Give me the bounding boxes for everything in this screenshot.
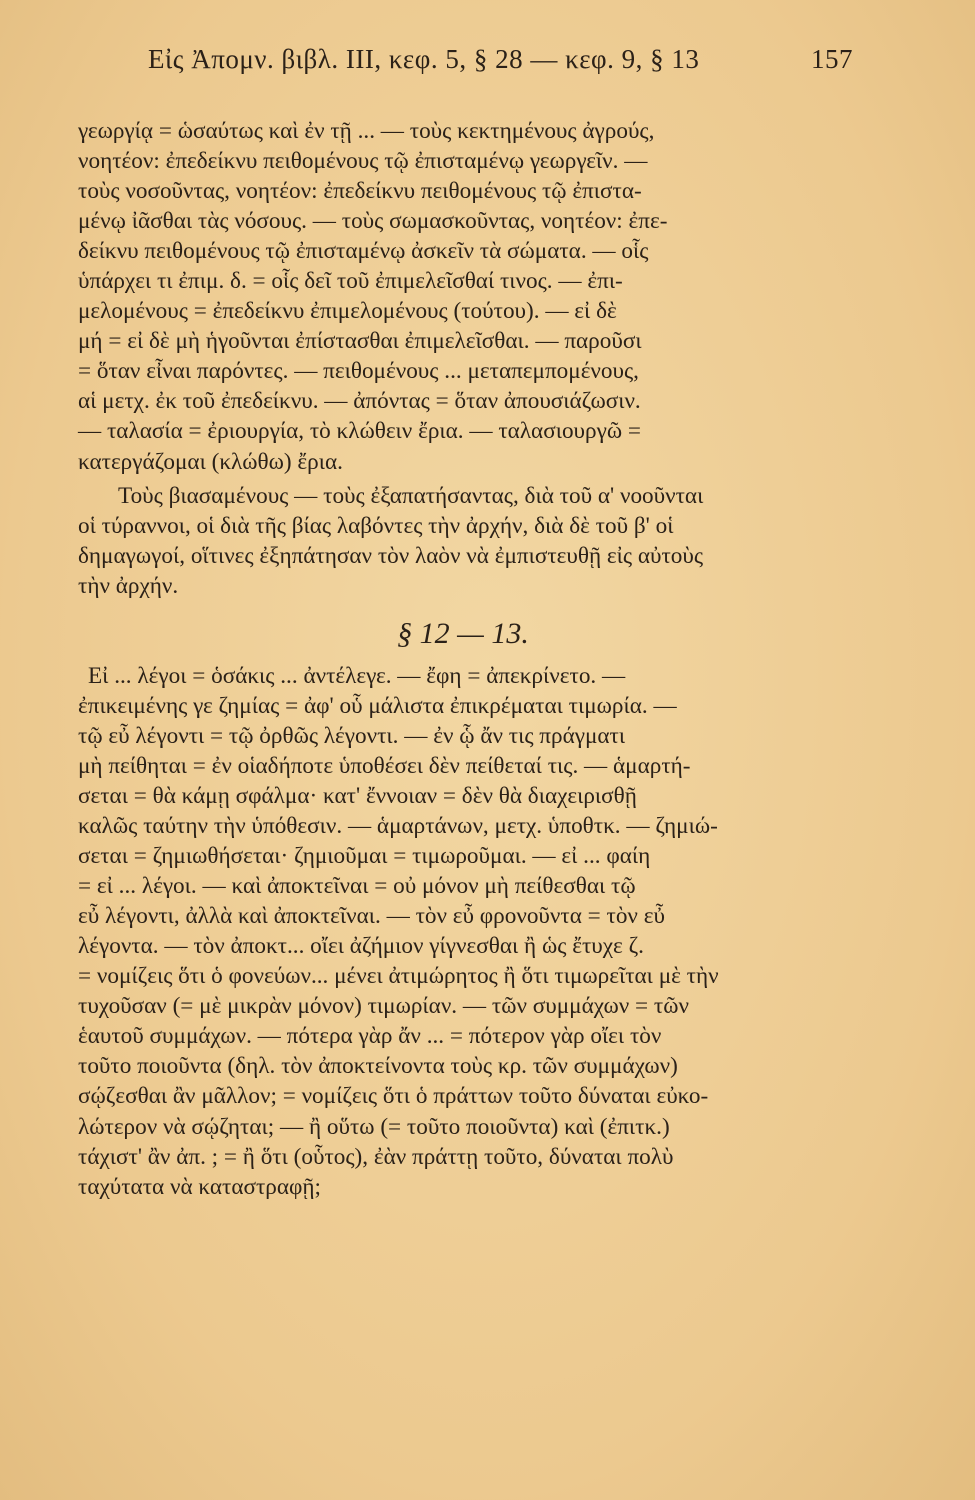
text-line: κατεργάζομαι (κλώθω) ἔρια.: [78, 448, 343, 475]
text-line: τοῦτο ποιοῦντα (δηλ. τὸν ἀποκτείνοντα τοὺς κρ. τῶν συμμάχων): [78, 1053, 678, 1080]
section-heading: § 12 — 13.: [397, 616, 529, 650]
text-line: ταχύτατα νὰ καταστραφῇ;: [78, 1173, 321, 1200]
commentary-paragraph: [78, 116, 848, 477]
text-line: δείκνυ πειθομένους τῷ ἐπισταμένῳ ἀσκεῖν τὰ σώματα. — οἷς: [78, 238, 649, 265]
text-line: μένῳ ἰᾶσθαι τὰς νόσους. — τοὺς σωμασκοῦντας, νοητέον: ἐπε-: [78, 208, 668, 235]
text-line: τοὺς νοσοῦντας, νοητέον: ἐπεδείκνυ πειθομένους τῷ ἐπιστα-: [78, 178, 642, 205]
text-line: ὑπάρχει τι ἐπιμ. δ. = οἷς δεῖ τοῦ ἐπιμελεῖσθαί τινος. — ἐπι-: [78, 268, 623, 295]
text-line: τυχοῦσαν (= μὲ μικρὰν μόνον) τιμωρίαν. — τῶν συμμάχων = τῶν: [78, 993, 689, 1020]
text-line: νοητέον: ἐπεδείκνυ πειθομένους τῷ ἐπισταμένῳ γεωργεῖν. —: [78, 148, 648, 175]
text-line: = εἰ ... λέγοι. — καὶ ἀποκτεῖναι = οὐ μόνον μὴ πείθεσθαι τῷ: [78, 873, 636, 900]
text-line: δημαγωγοί, οἵτινες ἐξηπάτησαν τὸν λαὸν νὰ ἐμπιστευθῇ εἰς αὐτοὺς: [78, 542, 704, 569]
text-line: οἱ τύραννοι, οἱ διὰ τῆς βίας λαβόντες τὴν ἀρχήν, διὰ δὲ τοῦ β' οἱ: [78, 512, 674, 539]
section-paragraph: [78, 661, 848, 1202]
text-line: καλῶς ταύτην τὴν ὑπόθεσιν. — ἁμαρτάνων, μετχ. ὑποθτκ. — ζημιώ-: [78, 813, 718, 840]
text-line: Εἰ ... λέγοι = ὁσάκις ... ἀντέλεγε. — ἔφη = ἀπεκρίνετο. —: [88, 662, 626, 689]
text-line: σεται = ζημιωθήσεται· ζημιοῦμαι = τιμωροῦμαι. — εἰ ... φαίη: [78, 843, 651, 870]
text-line: γεωργίᾳ = ὡσαύτως καὶ ἐν τῇ ... — τοὺς κεκτημένους ἀγρούς,: [78, 118, 655, 144]
text-line: = ὅταν εἶναι παρόντες. — πειθομένους ... μεταπεμπομένους,: [78, 358, 639, 385]
page-number: 157: [811, 44, 853, 74]
header-title: Εἰς Ἀπομν. βιβλ. III, κεφ. 5, § 28 — κεφ. 9, § 13: [148, 44, 700, 74]
text-line: ἐπικειμένης γε ζημίας = ἀφ' οὗ μάλιστα ἐπικρέμαται τιμωρία. —: [78, 692, 677, 719]
text-line: — ταλασία = ἐριουργία, τὸ κλώθειν ἔρια. — ταλασιουργῶ =: [78, 418, 641, 445]
text-line: σῴζεσθαι ἂν μᾶλλον; = νομίζεις ὅτι ὁ πράττων τοῦτο δύναται εὐκο-: [78, 1083, 709, 1110]
text-line: μή = εἰ δὲ μὴ ἡγοῦνται ἐπίστασθαι ἐπιμελεῖσθαι. — παροῦσι: [78, 328, 642, 355]
page-content: [78, 116, 848, 1202]
text-line: λέγοντα. — τὸν ἀποκτ... οἴει ἀζήμιον γίγνεσθαι ἢ ὡς ἔτυχε ζ.: [78, 933, 644, 960]
text-line: Τοὺς βιασαμένους — τοὺς ἐξαπατήσαντας, διὰ τοῦ α' νοοῦνται: [118, 482, 704, 509]
text-line: = νομίζεις ὅτι ὁ φονεύων... μένει ἀτιμώρητος ἢ ὅτι τιμωρεῖται μὲ τὴν: [78, 963, 719, 990]
text-line: αἱ μετχ. ἐκ τοῦ ἐπεδείκνυ. — ἀπόντας = ὅταν ἀπουσιάζωσιν.: [78, 388, 641, 415]
text-line: μὴ πείθηται = ἐν οἱαδήποτε ὑποθέσει δὲν πείθεταί τις. — ἁμαρτή-: [78, 752, 691, 779]
text-line: εὖ λέγοντι, ἀλλὰ καὶ ἀποκτεῖναι. — τὸν εὖ φρονοῦντα = τὸν εὖ: [78, 903, 665, 930]
text-line: τῷ εὖ λέγοντι = τῷ ὀρθῶς λέγοντι. — ἐν ᾧ ἄν τις πράγματι: [78, 722, 626, 749]
text-line: σεται = θὰ κάμῃ σφάλμα· κατ' ἔννοιαν = δὲν θὰ διαχειρισθῇ: [78, 782, 637, 809]
text-line: τὴν ἀρχήν.: [78, 572, 179, 599]
text-line: μελομένους = ἐπεδείκνυ ἐπιμελομένους (τούτου). — εἰ δὲ: [78, 298, 617, 325]
text-line: τάχιστ' ἂν ἀπ. ; = ἢ ὅτι (οὗτος), ἐὰν πράττῃ τοῦτο, δύναται πολὺ: [78, 1143, 674, 1170]
tyrants-paragraph: [78, 481, 848, 601]
text-line: λώτερον νὰ σῴζηται; — ἢ οὕτω (= τοῦτο ποιοῦντα) καὶ (ἐπιτκ.): [78, 1113, 670, 1140]
text-line: ἑαυτοῦ συμμάχων. — πότερα γὰρ ἄν ... = πότερον γὰρ οἴει τὸν: [78, 1023, 662, 1050]
